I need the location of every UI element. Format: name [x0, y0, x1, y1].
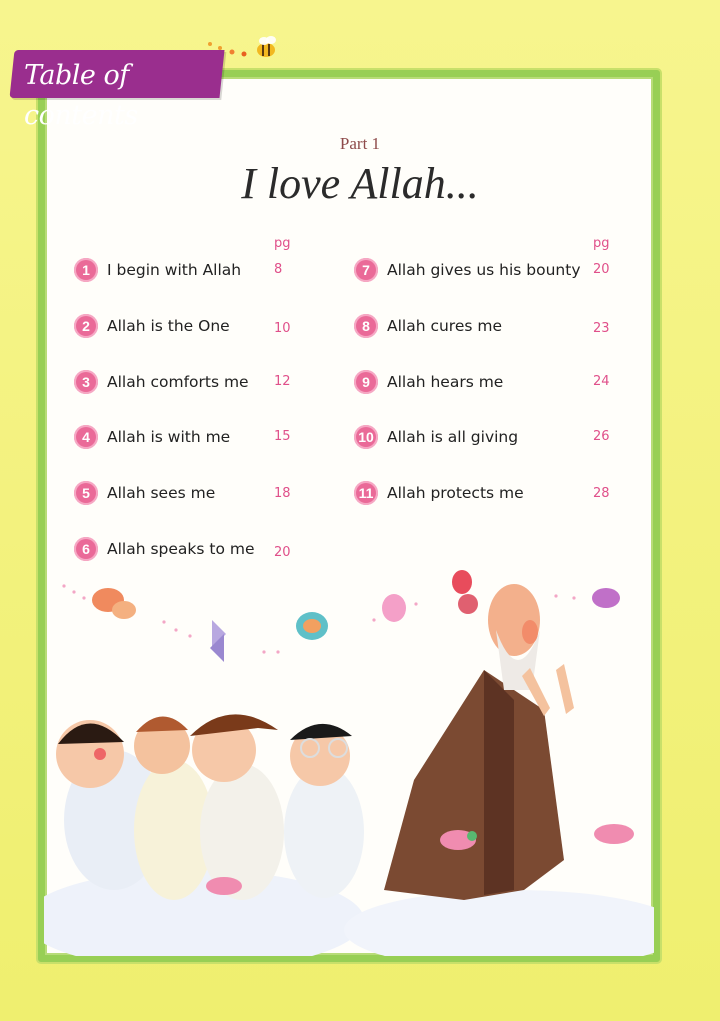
- chapter-number-badge: 6: [74, 537, 98, 561]
- butterfly-icon: [296, 612, 328, 640]
- toc-entry-10[interactable]: [354, 422, 518, 452]
- toc-banner-title: Table of contents: [24, 60, 138, 131]
- chapter-number-badge: 4: [74, 425, 98, 449]
- chapter-page: 18: [274, 486, 291, 501]
- chapter-page: 8: [274, 262, 283, 277]
- bird-icon: [594, 824, 634, 844]
- toc-entry-4[interactable]: [74, 422, 230, 452]
- toc-entry-7[interactable]: [354, 255, 581, 285]
- chapter-page: 23: [593, 321, 610, 336]
- part-title: I love Allah...: [241, 159, 479, 208]
- butterfly-icon: [210, 620, 226, 662]
- chapter-title: Allah hears me: [387, 373, 504, 391]
- bird-icon: [206, 877, 242, 895]
- chapter-page: 26: [593, 429, 610, 444]
- toc-entry-8[interactable]: [354, 311, 502, 341]
- chapter-page: 20: [593, 262, 610, 277]
- chapter-page: 15: [274, 429, 291, 444]
- chapter-number-badge: 9: [354, 370, 378, 394]
- pg-heading-right: pg: [593, 236, 610, 251]
- part-label: Part 1: [339, 134, 381, 153]
- chapter-title: Allah gives us his bounty: [387, 261, 581, 279]
- elder-praying-illustration: [384, 584, 574, 900]
- children-praying-illustration: [44, 560, 654, 956]
- chapter-page: 28: [593, 486, 610, 501]
- toc-entry-11[interactable]: [354, 478, 524, 508]
- chapter-title: Allah is all giving: [387, 428, 519, 446]
- chapter-number-badge: 8: [354, 314, 378, 338]
- toc-entry-1[interactable]: [74, 255, 241, 285]
- chapter-page: 10: [274, 321, 291, 336]
- chapter-title: Allah protects me: [387, 484, 524, 502]
- toc-entry-2[interactable]: [74, 311, 230, 341]
- chapter-title: Allah sees me: [107, 484, 216, 502]
- butterfly-icon: [592, 588, 620, 608]
- butterfly-icon: [92, 588, 136, 619]
- chapter-title: Allah is the One: [107, 317, 230, 335]
- chapter-title: Allah is with me: [107, 428, 231, 446]
- butterfly-icon: [382, 594, 406, 622]
- child-figure: [284, 724, 364, 898]
- chapter-number-badge: 7: [354, 258, 378, 282]
- chapter-number-badge: 2: [74, 314, 98, 338]
- chapter-number-badge: 3: [74, 370, 98, 394]
- chapter-page: 24: [593, 374, 610, 389]
- chapter-title: Allah comforts me: [107, 373, 249, 391]
- chapter-page: 12: [274, 374, 291, 389]
- butterfly-icon: [452, 570, 478, 614]
- chapter-page: 20: [274, 545, 291, 560]
- toc-entry-5[interactable]: [74, 478, 215, 508]
- chapter-number-badge: 1: [74, 258, 98, 282]
- chapter-number-badge: 10: [354, 425, 378, 449]
- toc-entry-9[interactable]: [354, 367, 503, 397]
- chapter-title: Allah cures me: [387, 317, 503, 335]
- chapter-title: Allah speaks to me: [107, 540, 255, 558]
- chapter-number-badge: 11: [354, 481, 378, 505]
- toc-entry-3[interactable]: [74, 367, 249, 397]
- chapter-title: I begin with Allah: [107, 261, 242, 279]
- pg-heading-left: pg: [274, 236, 291, 251]
- chapter-number-badge: 5: [74, 481, 98, 505]
